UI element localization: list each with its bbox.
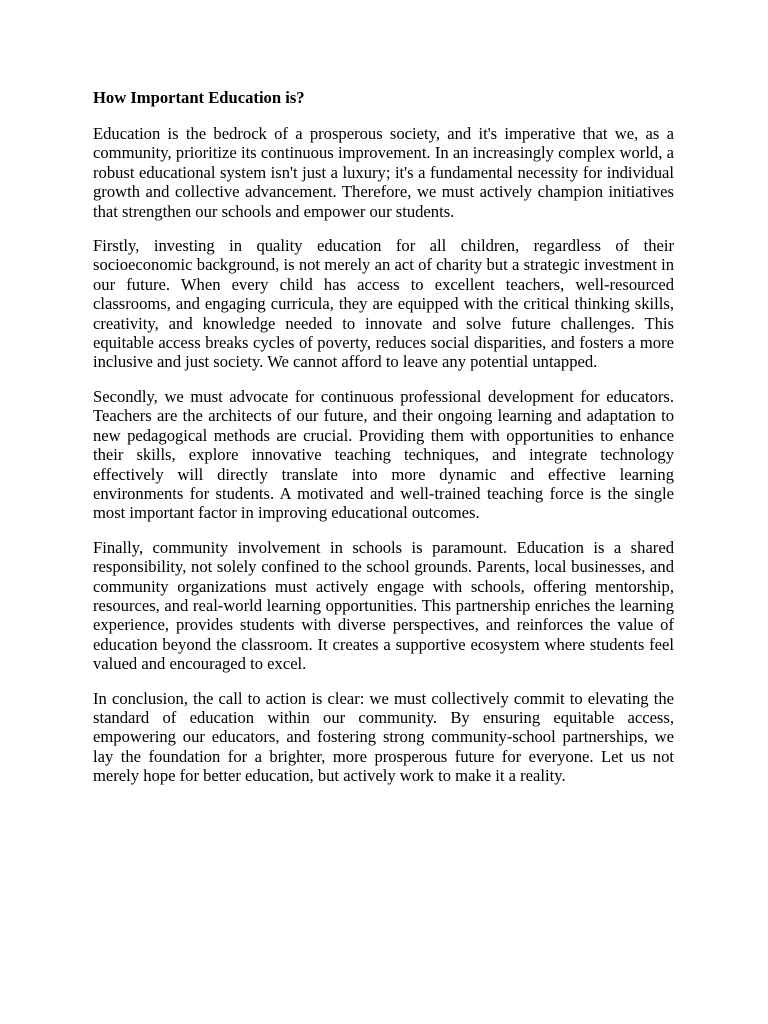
paragraph-finally: Finally, community involvement in schools is paramount. Education is a shared responsibility, not solely confined to the school grounds. Parents, local businesses, and community organizations must actively engage with schools, offering mentorship, resources, and real-world learning opportunities. This partnership enriches the learning experience, provides students with diverse perspectives, and reinforces the value of education beyond the classroom. It creates a supportive ecosystem where students feel valued and encouraged to excel. bbox=[93, 537, 674, 674]
paragraph-conclusion: In conclusion, the call to action is clear: we must collectively commit to elevating the standard of education within our community. By ensuring equitable access, empowering our educators, and fostering strong community-school partnerships, we lay the foundation for a brighter, more prosperous future for everyone. Let us not merely hope for better education, but actively work to make it a reality. bbox=[93, 688, 674, 786]
paragraph-firstly: Firstly, investing in quality education for all children, regardless of their socioeconomic background, is not merely an act of charity but a strategic investment in our future. When every child has access to excellent teachers, well-resourced classrooms, and engaging curricula, they are equipped with the critical thinking skills, creativity, and knowledge needed to innovate and solve future challenges. This equitable access breaks cycles of poverty, reduces social disparities, and fosters a more inclusive and just society. We cannot afford to leave any potential untapped. bbox=[93, 236, 674, 372]
document-body bbox=[93, 88, 674, 801]
paragraph-introduction: Education is the bedrock of a prosperous society, and it's imperative that we, as a community, prioritize its continuous improvement. In an increasingly complex world, a robust educational system isn't just a luxury; it's a fundamental necessity for individual growth and collective advancement. Therefore, we must actively champion initiatives that strengthen our schools and empower our students. bbox=[93, 124, 674, 221]
document-title: How Important Education is? bbox=[93, 88, 305, 107]
paragraph-secondly: Secondly, we must advocate for continuous professional development for educators. Teachers are the architects of our future, and their ongoing learning and adaptation to new pedagogical methods are crucial. Providing them with opportunities to enhance their skills, explore innovative teaching techniques, and integrate technology effectively will directly translate into more dynamic and effective learning environments for students. A motivated and well-trained teaching force is the single most important factor in improving educational outcomes. bbox=[93, 386, 674, 523]
